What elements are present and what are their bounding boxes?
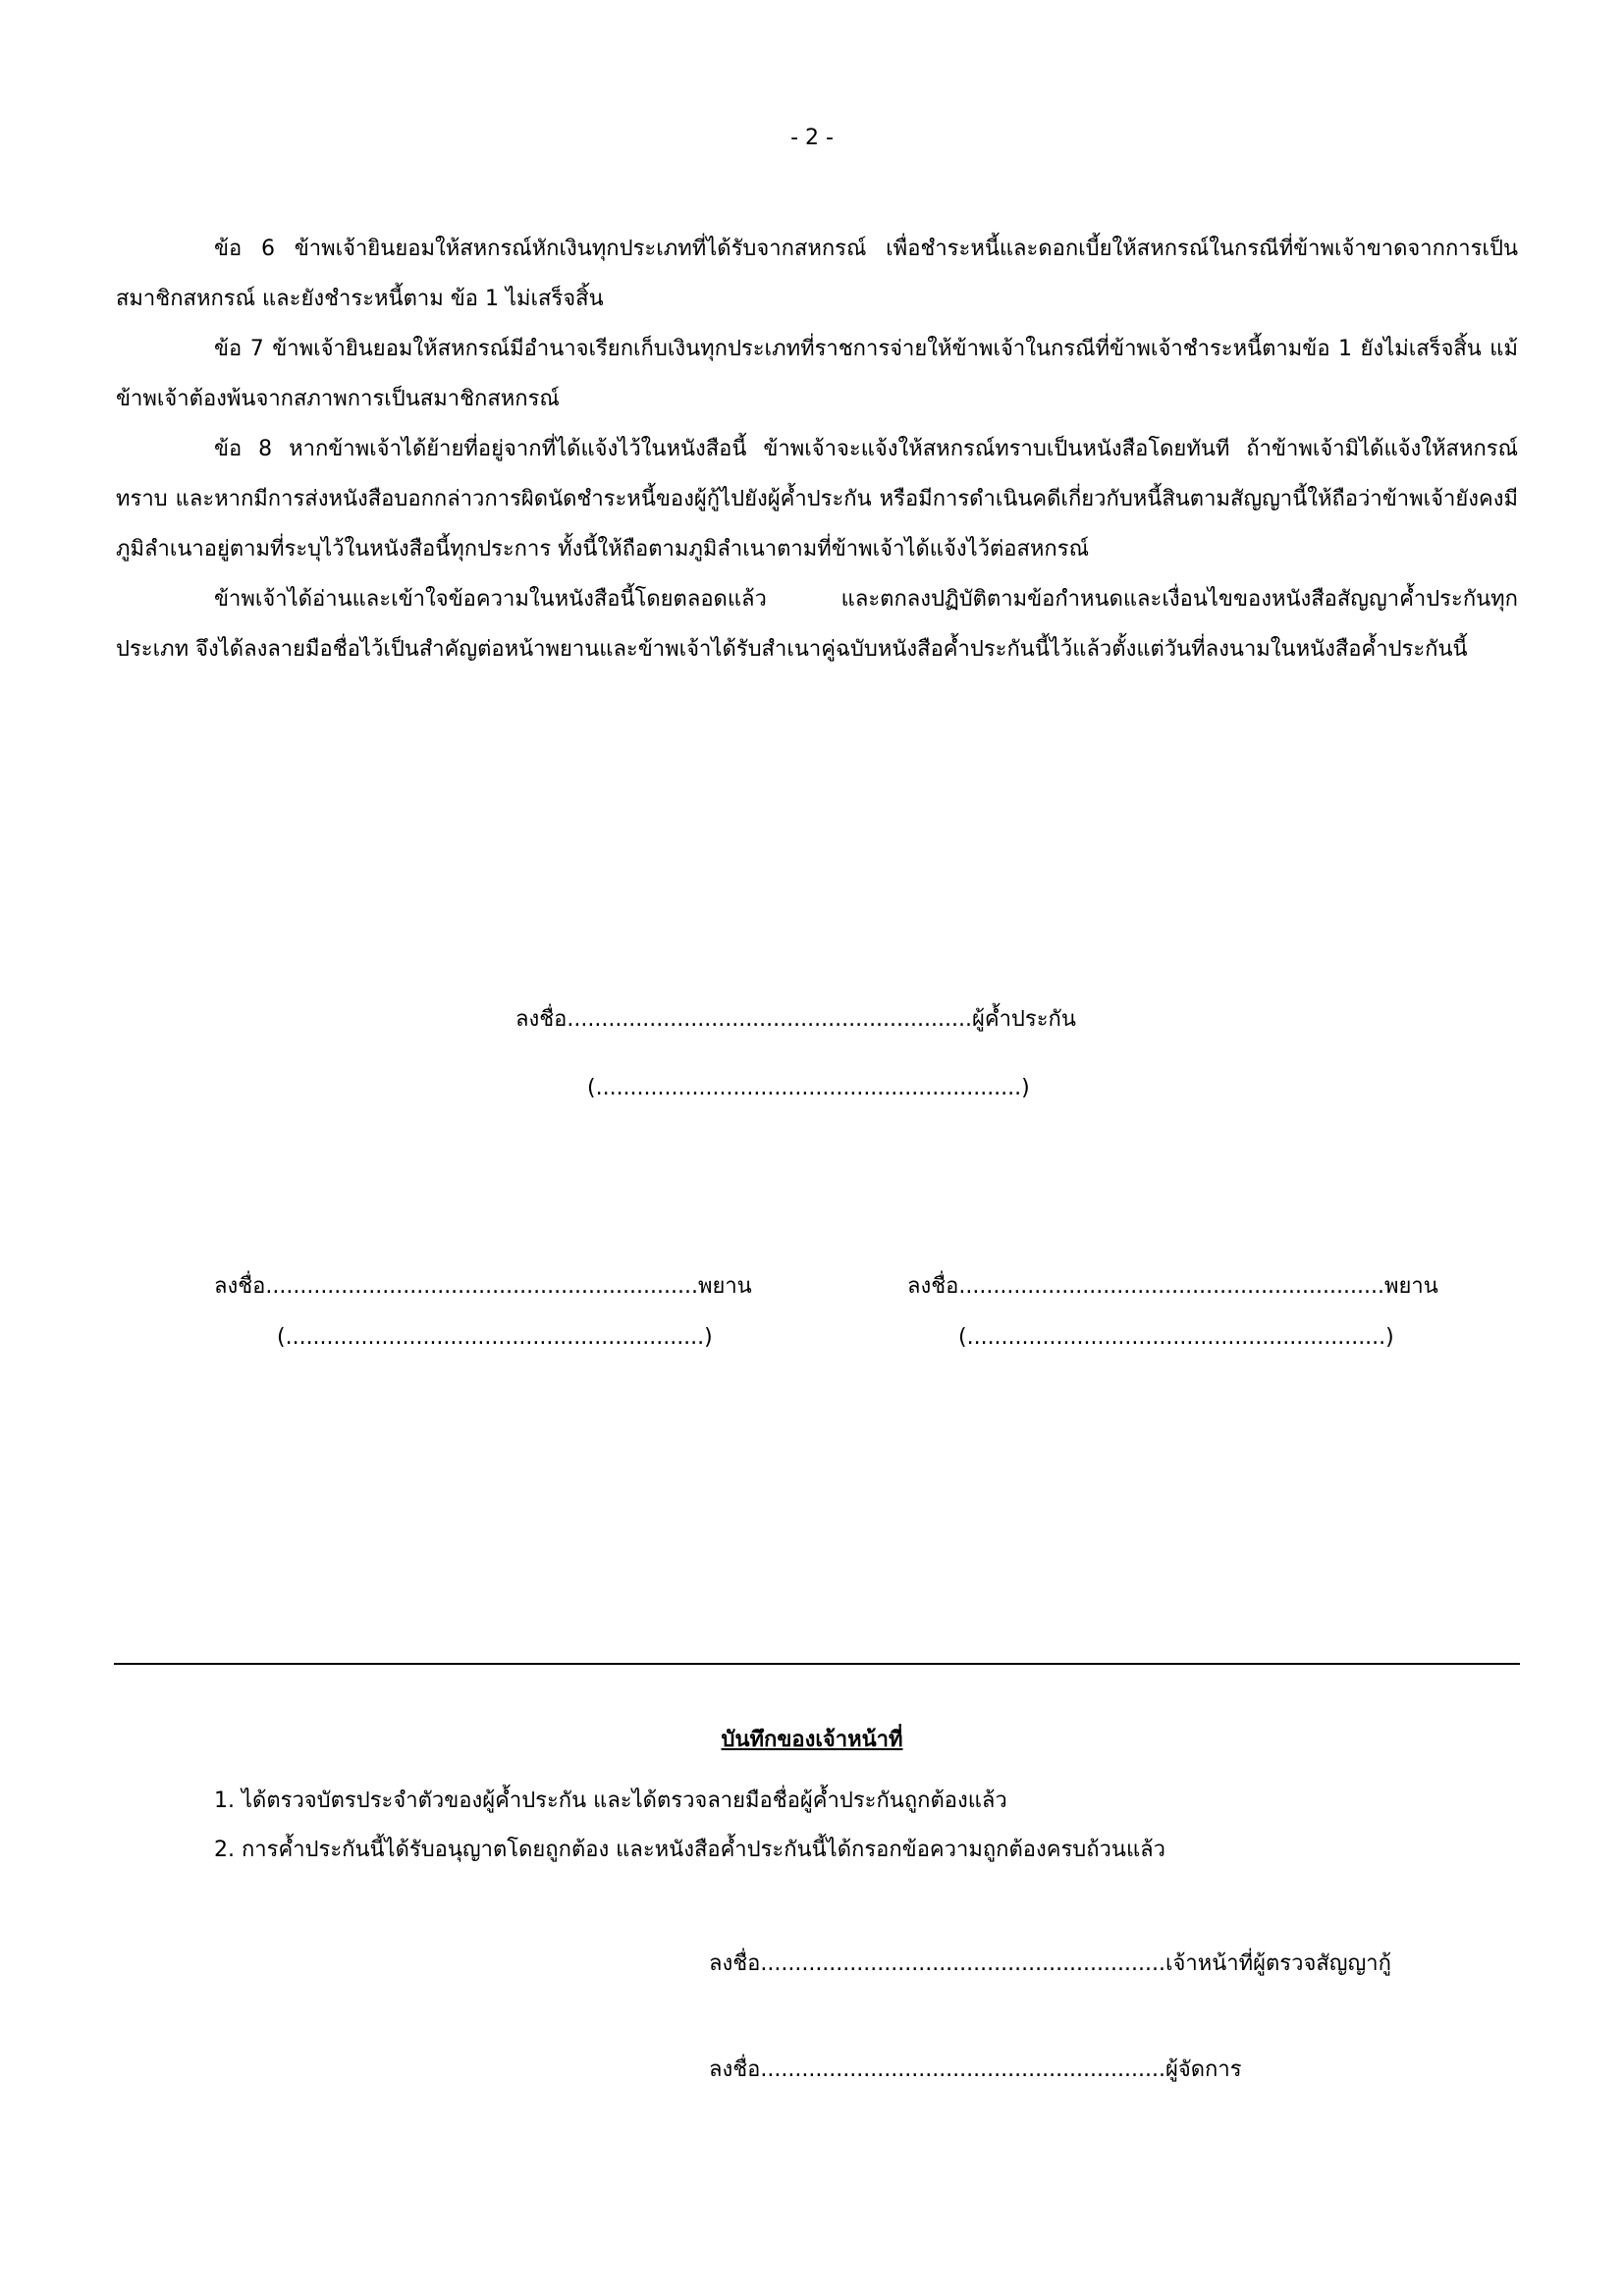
clause-6: ข้อ 6 ข้าพเจ้ายินยอมให้สหกรณ์หักเงินทุกประเภทที่ได้รับจากสหกรณ์ เพื่อชำระหนี้และดอกเบี้ยให้สหกรณ์ในกรณีที่ข้าพเจ้าขาดจากการเป็นสมาชิกสหกรณ์ และยังชำระหนี้ตาม ข้อ 1 ไม่เสร็จสิ้น [116, 237, 1518, 311]
acknowledgement-clause: ข้าพเจ้าได้อ่านและเข้าใจข้อความในหนังสือนี้โดยตลอดแล้ว และตกลงปฏิบัติตามข้อกำหนดและเงื่อนไขของหนังสือสัญญาค้ำประกันทุกประเภท จึงได้ลงลายมือชื่อไว้เป็นสำคัญต่อหน้าพยานและข้าพเจ้าได้รับสำเนาคู่ฉบับหนังสือค้ำประกันนี้ไว้แล้วตั้งแต่วันที่ลงนามในหนังสือค้ำประกันนี้ [116, 587, 1518, 662]
witness-right-signature-line: ลงชื่อ..............................................................พยาน [907, 1274, 1438, 1299]
clause-8: ข้อ 8 หากข้าพเจ้าได้ย้ายที่อยู่จากที่ได้แจ้งไว้ในหนังสือนี้ ข้าพเจ้าจะแจ้งให้สหกรณ์ทราบเป็นหนังสือโดยทันที ถ้าข้าพเจ้ามิได้แจ้งให้สหกรณ์ทราบ และหากมีการส่งหนังสือบอกกล่าวการผิดนัดชำระหนี้ของผู้กู้ไปยังผู้ค้ำประกัน หรือมีการดำเนินคดีเกี่ยวกับหนี้สินตามสัญญานี้ให้ถือว่าข้าพเจ้ายังคงมีภูมิลำเนาอยู่ตามที่ระบุไว้ในหนังสือนี้ทุกประการ ทั้งนี้ให้ถือตามภูมิลำเนาตามที่ข้าพเจ้าได้แจ้งไว้ต่อสหกรณ์ [116, 437, 1518, 561]
witness-left-name-line: (.............................................................) [277, 1325, 713, 1350]
officer-memo-title: บันทึกของเจ้าหน้าที่ [721, 1728, 903, 1752]
clause-7: ข้อ 7 ข้าพเจ้ายินยอมให้สหกรณ์มีอำนาจเรียกเก็บเงินทุกประเภทที่ราชการจ่ายให้ข้าพเจ้าในกรณีที่ข้าพเจ้าชำระหนี้ตามข้อ 1 ยังไม่เสร็จสิ้น แม้ข้าพเจ้าต้องพ้นจากสภาพการเป็นสมาชิกสหกรณ์ [116, 337, 1518, 411]
memo-item-1: 1. ได้ตรวจบัตรประจำตัวของผู้ค้ำประกัน และได้ตรวจลายมือชื่อผู้ค้ำประกันถูกต้องแล้ว [214, 1789, 1007, 1813]
guarantor-signature-line: ลงชื่อ...........................................................ผู้ค้ำประกัน [515, 1007, 1076, 1032]
section-divider [114, 1663, 1520, 1665]
memo-item-2: 2. การค้ำประกันนี้ได้รับอนุญาตโดยถูกต้อง และหนังสือค้ำประกันนี้ได้กรอกข้อความถูกต้องครบถ้วนแล้ว [214, 1838, 1165, 1862]
clauses-section [116, 224, 1518, 674]
witness-right-name-line: (.............................................................) [958, 1325, 1394, 1350]
manager-signature-line: ลงชื่อ...........................................................ผู้จัดการ [709, 2057, 1242, 2082]
witness-left-signature-line: ลงชื่อ...............................................................พยาน [214, 1274, 752, 1299]
officer-signature-line: ลงชื่อ...........................................................เจ้าหน้าที่ผู้ตรวจสัญญากู้ [709, 1951, 1391, 1976]
page-number: - 2 - [790, 126, 834, 150]
guarantor-name-line: (..............................................................) [587, 1076, 1030, 1100]
